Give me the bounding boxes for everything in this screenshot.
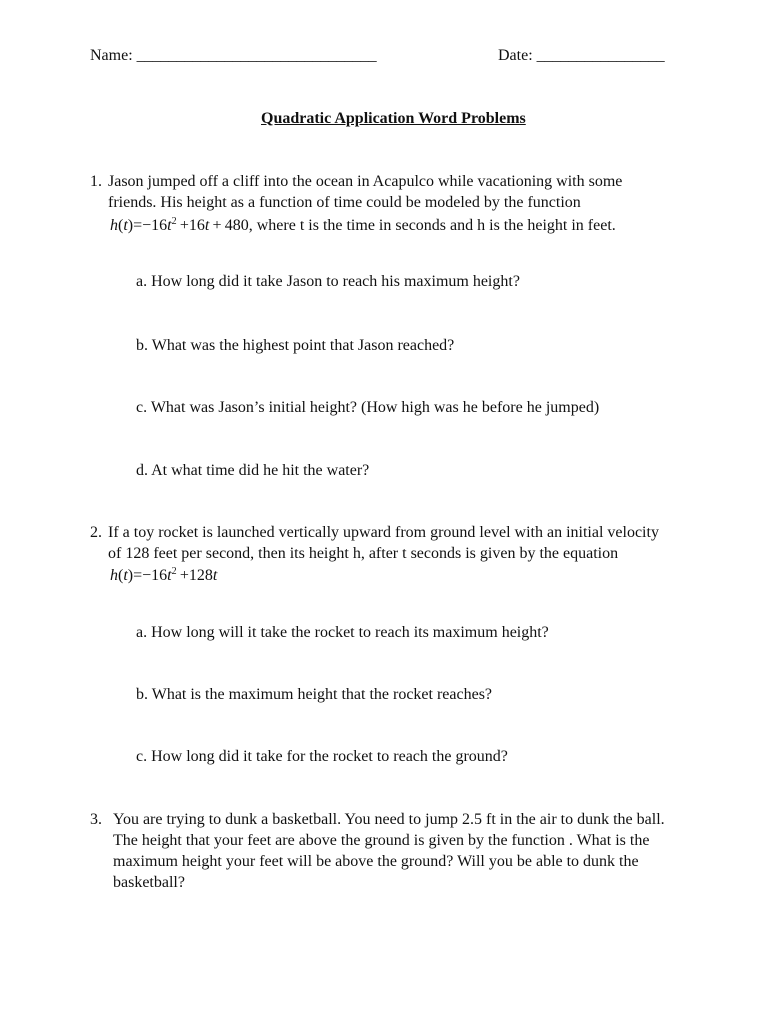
problem-1-line-1: Jason jumped off a cliff into the ocean in Acapulco while vacationing with some <box>108 173 623 190</box>
worksheet-title: Quadratic Application Word Problems <box>261 110 526 127</box>
problem-2-number: 2. <box>90 524 102 541</box>
date-field-label: Date: ________________ <box>498 47 665 64</box>
problem-1-question-d: d. At what time did he hit the water? <box>136 462 370 479</box>
problem-2-question-c: c. How long did it take for the rocket to reach the ground? <box>136 748 508 765</box>
problem-1-line-2: friends. His height as a function of time could be modeled by the function <box>108 194 581 211</box>
problem-3-line-1: You are trying to dunk a basketball. You need to jump 2.5 ft in the air to dunk the ball. <box>113 811 665 828</box>
problem-3-line-2: The height that your feet are above the ground is given by the function . What is the <box>113 832 650 849</box>
problem-2-line-1: If a toy rocket is launched vertically upward from ground level with an initial velocity <box>108 524 659 541</box>
problem-2-line-2: of 128 feet per second, then its height h, after t seconds is given by the equation <box>108 545 619 562</box>
problem-1-question-c: c. What was Jason’s initial height? (How high was he before he jumped) <box>136 399 600 416</box>
problem-3-line-4: basketball? <box>113 874 185 891</box>
name-field-label: Name: ______________________________ <box>90 47 377 64</box>
problem-1-equation <box>110 216 616 238</box>
equation-image: $h(t)=-16t^2 +16t + 480$ <box>110 216 249 234</box>
problem-1-question-b: b. What was the highest point that Jason reached? <box>136 337 455 354</box>
problem-2-equation <box>110 566 217 588</box>
equation-image: $h(t)=-16t^2 +128t$ <box>110 566 218 584</box>
problem-2-question-a: a. How long will it take the rocket to reach its maximum height? <box>136 624 549 641</box>
problem-1-equation-rest: , where t is the time in seconds and h is the height in feet. <box>248 217 616 234</box>
problem-1-number: 1. <box>90 173 102 190</box>
problem-3-number: 3. <box>90 811 102 828</box>
problem-2-question-b: b. What is the maximum height that the rocket reaches? <box>136 686 493 703</box>
problem-3-line-3: maximum height your feet will be above the ground? Will you be able to dunk the <box>113 853 639 870</box>
problem-1-question-a: a. How long did it take Jason to reach his maximum height? <box>136 273 520 290</box>
